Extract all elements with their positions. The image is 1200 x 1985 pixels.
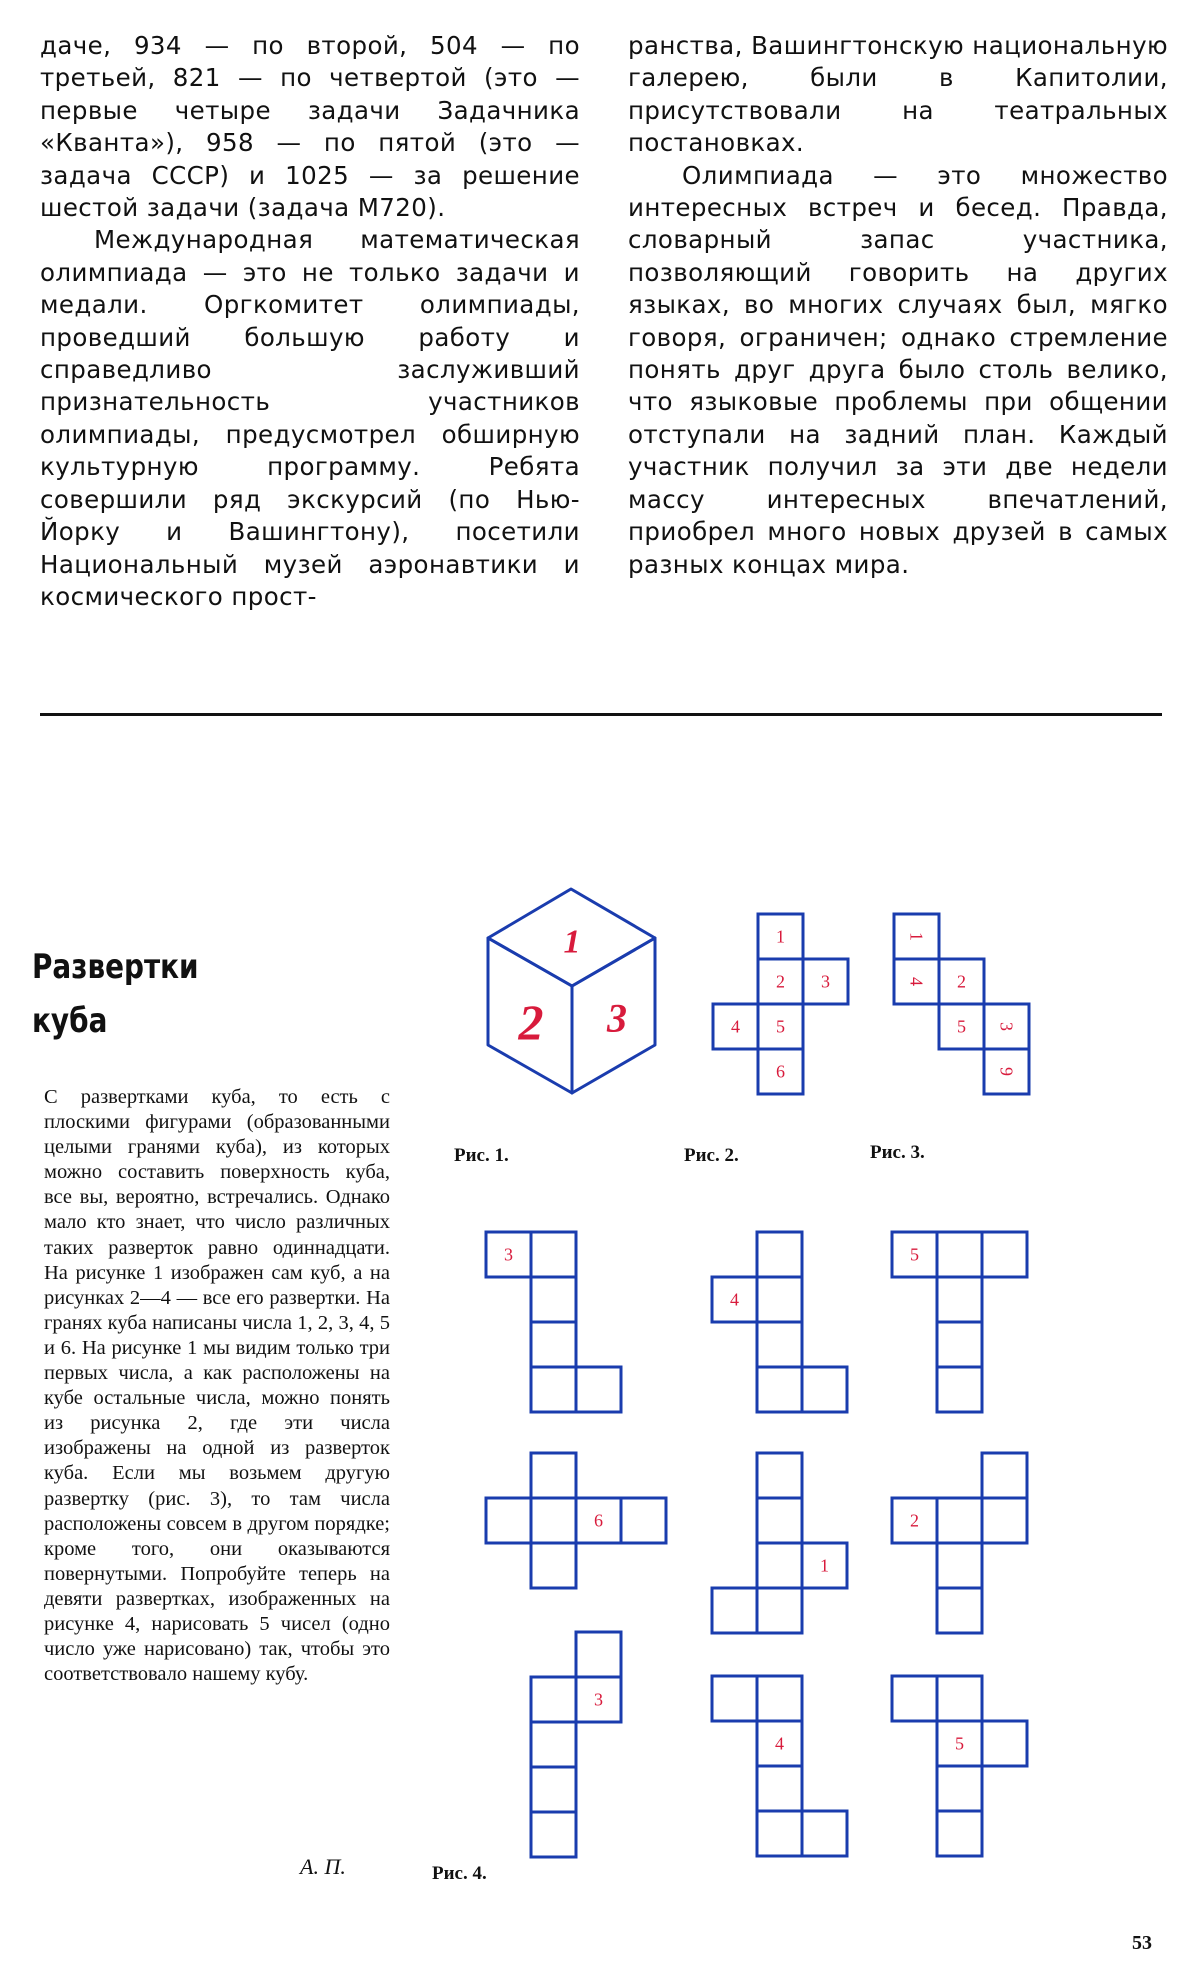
net-face bbox=[757, 1453, 802, 1498]
net-face-number: 1 bbox=[776, 926, 785, 947]
net-face bbox=[531, 1498, 576, 1543]
net-face-number: 2 bbox=[957, 971, 966, 992]
net-face bbox=[937, 1277, 982, 1322]
figure-caption: Рис. 1. bbox=[454, 1145, 509, 1166]
net-face-number: 5 bbox=[957, 1016, 966, 1037]
cube-nets bbox=[486, 914, 1029, 1857]
net-face bbox=[757, 1498, 802, 1543]
net-face bbox=[937, 1811, 982, 1856]
net-face bbox=[982, 1498, 1027, 1543]
net-face bbox=[576, 1367, 621, 1412]
net-face bbox=[531, 1812, 576, 1857]
net-face bbox=[531, 1722, 576, 1767]
net-face bbox=[757, 1367, 802, 1412]
net-face bbox=[757, 1232, 802, 1277]
net-face bbox=[757, 1676, 802, 1721]
net-face-number: 1 bbox=[906, 932, 927, 941]
net-face bbox=[712, 1676, 757, 1721]
net-face bbox=[757, 1811, 802, 1856]
cube-net bbox=[712, 1676, 847, 1856]
paragraph: Олимпиада — это множество интересных встреч и бесед. Правда, словарный запас участника, позволяющий говорить на других языках, во многих случаях был, мягко говоря, ограничен; однако стремление понять друг друга было столь велико, что языковые проблемы при общении отступали на задний план. Каждый участник получил за эти две недели массу интересных впечатлений, приобрел много новых друзей в самых разных концах мира. bbox=[628, 160, 1168, 579]
net-face bbox=[531, 1453, 576, 1498]
net-face-number: 6 bbox=[594, 1510, 603, 1531]
net-face bbox=[937, 1766, 982, 1811]
net-face-number: 5 bbox=[776, 1016, 785, 1037]
net-face bbox=[531, 1767, 576, 1812]
cube-net bbox=[486, 1232, 621, 1412]
net-face-number: 3 bbox=[504, 1244, 513, 1265]
cube-number: 3 bbox=[607, 995, 627, 1041]
cube-net bbox=[486, 1453, 666, 1588]
cube-net bbox=[894, 914, 1029, 1094]
net-face bbox=[757, 1766, 802, 1811]
cube-net bbox=[713, 914, 848, 1094]
net-face-number: 3 bbox=[594, 1689, 603, 1710]
net-face bbox=[757, 1322, 802, 1367]
cube-number: 1 bbox=[563, 923, 581, 961]
figure-caption: Рис. 2. bbox=[684, 1145, 739, 1166]
cube-figure bbox=[488, 889, 655, 1093]
net-face bbox=[621, 1498, 666, 1543]
net-face-number: 4 bbox=[731, 1016, 740, 1037]
net-face bbox=[576, 1632, 621, 1677]
net-face-number: 4 bbox=[775, 1733, 784, 1754]
net-face bbox=[937, 1588, 982, 1633]
net-face-number: 2 bbox=[776, 971, 785, 992]
net-face bbox=[531, 1277, 576, 1322]
net-face bbox=[531, 1543, 576, 1588]
net-face bbox=[982, 1232, 1027, 1277]
net-face-number: 5 bbox=[955, 1733, 964, 1754]
figure-caption: Рис. 4. bbox=[432, 1863, 487, 1884]
net-face-number: 5 bbox=[910, 1244, 919, 1265]
cube-net bbox=[712, 1453, 847, 1633]
cube-net bbox=[712, 1232, 847, 1412]
cube-net bbox=[531, 1632, 621, 1857]
net-face-number: 2 bbox=[910, 1510, 919, 1531]
net-face bbox=[712, 1588, 757, 1633]
net-face-number: 4 bbox=[730, 1289, 739, 1310]
cube-net bbox=[892, 1676, 1027, 1856]
cube-number: 2 bbox=[518, 994, 544, 1050]
figure-caption: Рис. 3. bbox=[870, 1142, 925, 1163]
net-face-number: 3 bbox=[996, 1022, 1017, 1031]
net-face bbox=[937, 1232, 982, 1277]
net-face-number: 9 bbox=[996, 1067, 1017, 1076]
paragraph: ранства, Вашингтонскую национальную галерею, были в Капитолии, присутствовали на театральных постановках. bbox=[628, 31, 1168, 158]
net-face bbox=[982, 1453, 1027, 1498]
net-face-number: 6 bbox=[776, 1061, 785, 1082]
net-face bbox=[802, 1367, 847, 1412]
net-face-number: 4 bbox=[906, 977, 927, 986]
net-face bbox=[937, 1367, 982, 1412]
net-face bbox=[757, 1543, 802, 1588]
net-face bbox=[937, 1543, 982, 1588]
net-face bbox=[937, 1676, 982, 1721]
article-text: С развертками куба, то есть с плоскими фигурами (образованными целыми гранями куба), из которых можно составить поверхность куба, все вы, вероятно, встречались. Однако мало кто знает, что число различных таких разверток равно одиннадцати. На рисунке 1 изображен сам куб, а на рисунках 2—4 — все его развертки. На гранях куба написаны числа 1, 2, 3, 4, 5 и 6. На рисунке 1 мы видим только три первых числа, а как расположены на кубе остальные числа, можно понять из рисунка 2, где эти числа изображены на одной из разверток куба. Если мы возьмем другую развертку (рис. 3), то там числа расположены совсем в другом порядке; кроме того, они оказываются повернутыми. Попробуйте теперь на девяти развертках, изображенных на рисунке 4, нарисовать 5 чисел (одно число уже нарисовано) так, чтобы это соответствовало нашему кубу. bbox=[44, 1086, 390, 1686]
net-face bbox=[757, 1277, 802, 1322]
net-face bbox=[802, 1811, 847, 1856]
article-author: А. П. bbox=[300, 1854, 346, 1879]
net-face-number: 3 bbox=[821, 971, 830, 992]
net-face bbox=[531, 1677, 576, 1722]
net-face bbox=[757, 1588, 802, 1633]
cube-net bbox=[892, 1232, 1027, 1412]
net-face bbox=[892, 1676, 937, 1721]
net-face-number: 1 bbox=[820, 1555, 829, 1576]
title-line: куба bbox=[32, 1001, 108, 1041]
net-face bbox=[486, 1498, 531, 1543]
cube-net bbox=[892, 1453, 1027, 1633]
net-face bbox=[531, 1232, 576, 1277]
net-face bbox=[937, 1498, 982, 1543]
net-face bbox=[982, 1721, 1027, 1766]
net-face bbox=[937, 1322, 982, 1367]
title-line: Развертки bbox=[32, 947, 199, 987]
net-face bbox=[531, 1322, 576, 1367]
net-face bbox=[531, 1367, 576, 1412]
page-number: 53 bbox=[1132, 1932, 1152, 1954]
paragraph: Международная математическая олимпиада — это не только задачи и медали. Оргкомитет олимпиады, проведший большую работу и справедливо заслуживший признательность участников олимпиады, предусмотрел обширную культурную программу. Ребята совершили ряд экскурсий (по Нью-Йорку и Вашингтону), посетили Национальный музей аэронавтики и космического прост- bbox=[40, 225, 580, 611]
paragraph: даче, 934 — по второй, 504 — по третьей, 821 — по четвертой (это — первые четыре задачи Задачника «Кванта»), 958 — по пятой (это — задача СССР) и 1025 — за решение шестой задачи (задача М720). bbox=[40, 31, 580, 223]
